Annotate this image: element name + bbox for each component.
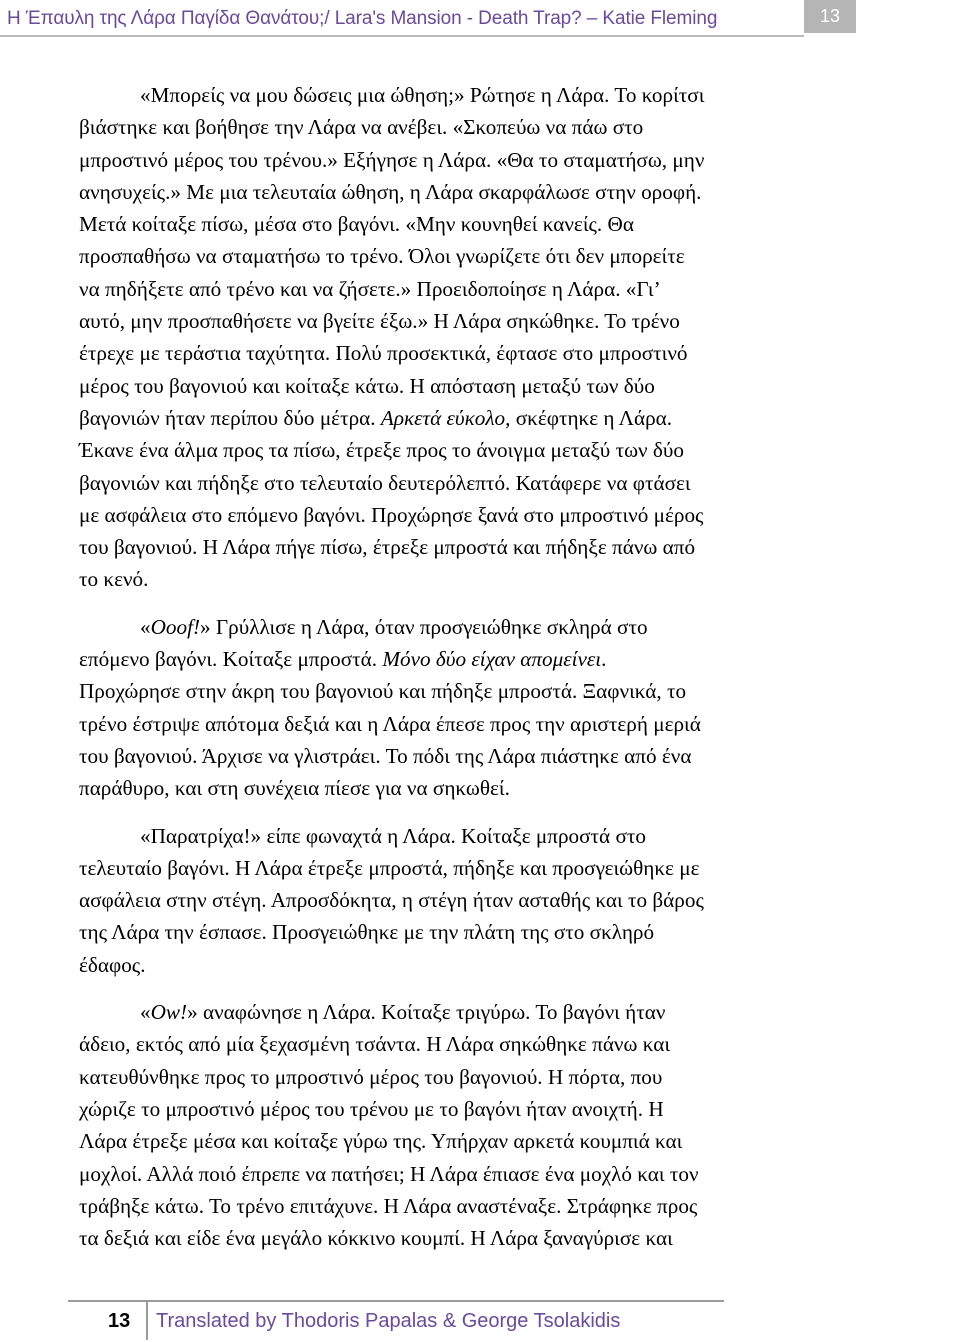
text-line: έδαφος. <box>79 952 146 977</box>
italic-text: Μόνο δύο είχαν απομείνει <box>382 647 602 672</box>
text-line: τρένο έστριψε απότομα δεξιά και η Λάρα έπεσε προς την αριστερή μεριά <box>79 711 701 736</box>
header-page-number: 13 <box>804 0 856 33</box>
text-line: το κενό. <box>79 567 149 592</box>
text-line: «Παρατρίχα!» είπε φωναχτά η Λάρα. Κοίταξε μπροστά στο <box>140 823 646 848</box>
text-line: παράθυρο, και στη συνέχεια πίεσε για να σηκωθεί. <box>79 776 510 801</box>
text-line: να πηδήξετε από τρένο και να ζήσετε.» Προειδοποίησε η Λάρα. «Γι’ <box>79 276 661 301</box>
text-run: » Γρύλλισε η Λάρα, όταν προσγειώθηκε σκληρά στο <box>200 614 648 639</box>
text-line <box>79 996 779 1028</box>
text-line: του βαγονιού. Άρχισε να γλιστράει. Το πόδι της Λάρα πιάστηκε από ένα <box>79 743 692 768</box>
page-footer <box>68 1300 828 1342</box>
text-run: βαγονιών ήταν περίπου δύο μέτρα. <box>79 405 381 430</box>
text-run: επόμενο βαγόνι. Κοίταξε μπροστά. <box>79 647 383 672</box>
text-run: « <box>140 614 151 639</box>
text-line: βιάστηκε και βοήθησε την Λάρα να ανέβει. «Σκοπεύω να πάω στο <box>79 115 644 140</box>
header-divider <box>0 35 804 37</box>
text-line: μοχλοί. Αλλά ποιό έπρεπε να πατήσει; Η Λάρα έπιασε ένα μοχλό και τον <box>79 1161 699 1186</box>
text-run: » αναφώνησε η Λάρα. Κοίταξε τριγύρω. Το βαγόνι ήταν <box>187 1000 666 1025</box>
italic-text: Ow! <box>150 1000 188 1025</box>
text-line: προσπαθήσω να σταματήσω το τρένο. Όλοι γνωρίζετε ότι δεν μπορείτε <box>79 244 685 269</box>
text-line: άδειο, εκτός από μία ξεχασμένη τσάντα. Η Λάρα σηκώθηκε πάνω και <box>79 1032 671 1057</box>
paragraph <box>79 79 779 596</box>
text-line: αυτό, μην προσπαθήσετε να βγείτε έξω.» Η Λάρα σηκώθηκε. Το τρένο <box>79 309 680 334</box>
text-line: έτρεχε με τεράστια ταχύτητα. Πολύ προσεκτικά, έφτασε στο μπροστινό <box>79 341 688 366</box>
text-run: σκέφτηκε η Λάρα. <box>510 405 673 430</box>
text-line: χώριζε το μπροστινό μέρος του τρένου με το βαγόνι ήταν ανοιχτή. Η <box>79 1096 664 1121</box>
text-line <box>79 402 779 434</box>
text-line: Μετά κοίταξε πίσω, μέσα στο βαγόνι. «Μην κουνηθεί κανείς. Θα <box>79 212 634 237</box>
text-line: κατευθύνθηκε προς το μπροστινό μέρος του βαγονιού. Η πόρτα, που <box>79 1064 663 1089</box>
paragraph <box>79 996 779 1254</box>
footer-divider <box>68 1300 724 1302</box>
footer-separator <box>146 1302 148 1340</box>
text-line: του βαγονιού. Η Λάρα πήγε πίσω, έτρεξε μπροστά και πήδηξε πάνω από <box>79 535 696 560</box>
text-line: μπροστινό μέρος του τρένου.» Εξήγησε η Λάρα. «Θα το σταματήσω, μην <box>79 147 705 172</box>
paragraph <box>79 820 779 981</box>
text-line <box>79 611 779 643</box>
text-line: βαγονιών και πήδηξε στο τελευταίο δευτερόλεπτό. Κατάφερε να φτάσει <box>79 470 691 495</box>
text-line: ασφάλεια στην στέγη. Απροσδόκητα, η στέγη ήταν ασταθής και το βάρος <box>79 888 704 913</box>
text-line: Λάρα έτρεξε μέσα και κοίταξε γύρω της. Υπήρχαν αρκετά κουμπιά και <box>79 1129 683 1154</box>
text-line: τα δεξιά και είδε ένα μεγάλο κόκκινο κουμπί. Η Λάρα ξαναγύρισε και <box>79 1226 673 1251</box>
paragraph <box>79 611 779 805</box>
text-line: τράβηξε κάτω. Το τρένο επιτάχυνε. Η Λάρα αναστέναξε. Στράφηκε προς <box>79 1193 698 1218</box>
text-run: . <box>601 647 607 672</box>
body-text <box>79 79 779 1254</box>
text-line: τελευταίο βαγόνι. Η Λάρα έτρεξε μπροστά, πήδηξε και προσγειώθηκε με <box>79 855 700 880</box>
translator-credit: Translated by Thodoris Papalas & George Tsolakidis <box>156 1310 621 1332</box>
text-line: «Μπορείς να μου δώσεις μια ώθηση;» Ρώτησε η Λάρα. Το κορίτσι <box>140 83 705 107</box>
text-line: της Λάρα την έσπασε. Προσγειώθηκε με την πλάτη της στο σκληρό <box>79 920 655 945</box>
italic-text: Ooof! <box>150 614 201 639</box>
text-line: ανησυχείς.» Με μια τελευταία ώθηση, η Λάρα σκαρφάλωσε στην οροφή. <box>79 179 702 204</box>
text-line: με ασφάλεια στο επόμενο βαγόνι. Προχώρησε ξανά στο μπροστινό μέρος <box>79 502 704 527</box>
running-header-title: Η Έπαυλη της Λάρα Παγίδα Θανάτου;/ Lara's Mansion - Death Trap? – Katie Fleming <box>7 8 718 29</box>
text-line: μέρος του βαγονιού και κοίταξε κάτω. Η απόσταση μεταξύ των δύο <box>79 373 655 398</box>
text-line: Προχώρησε στην άκρη του βαγονιού και πήδηξε μπροστά. Ξαφνικά, το <box>79 679 687 704</box>
page-header <box>0 0 960 40</box>
text-run: « <box>140 1000 151 1025</box>
footer-page-number: 13 <box>108 1310 131 1332</box>
text-line <box>79 643 779 675</box>
text-line: Έκανε ένα άλμα προς τα πίσω, έτρεξε προς το άνοιγμα μεταξύ των δύο <box>79 438 684 463</box>
italic-text: Αρκετά εύκολο, <box>380 405 511 430</box>
